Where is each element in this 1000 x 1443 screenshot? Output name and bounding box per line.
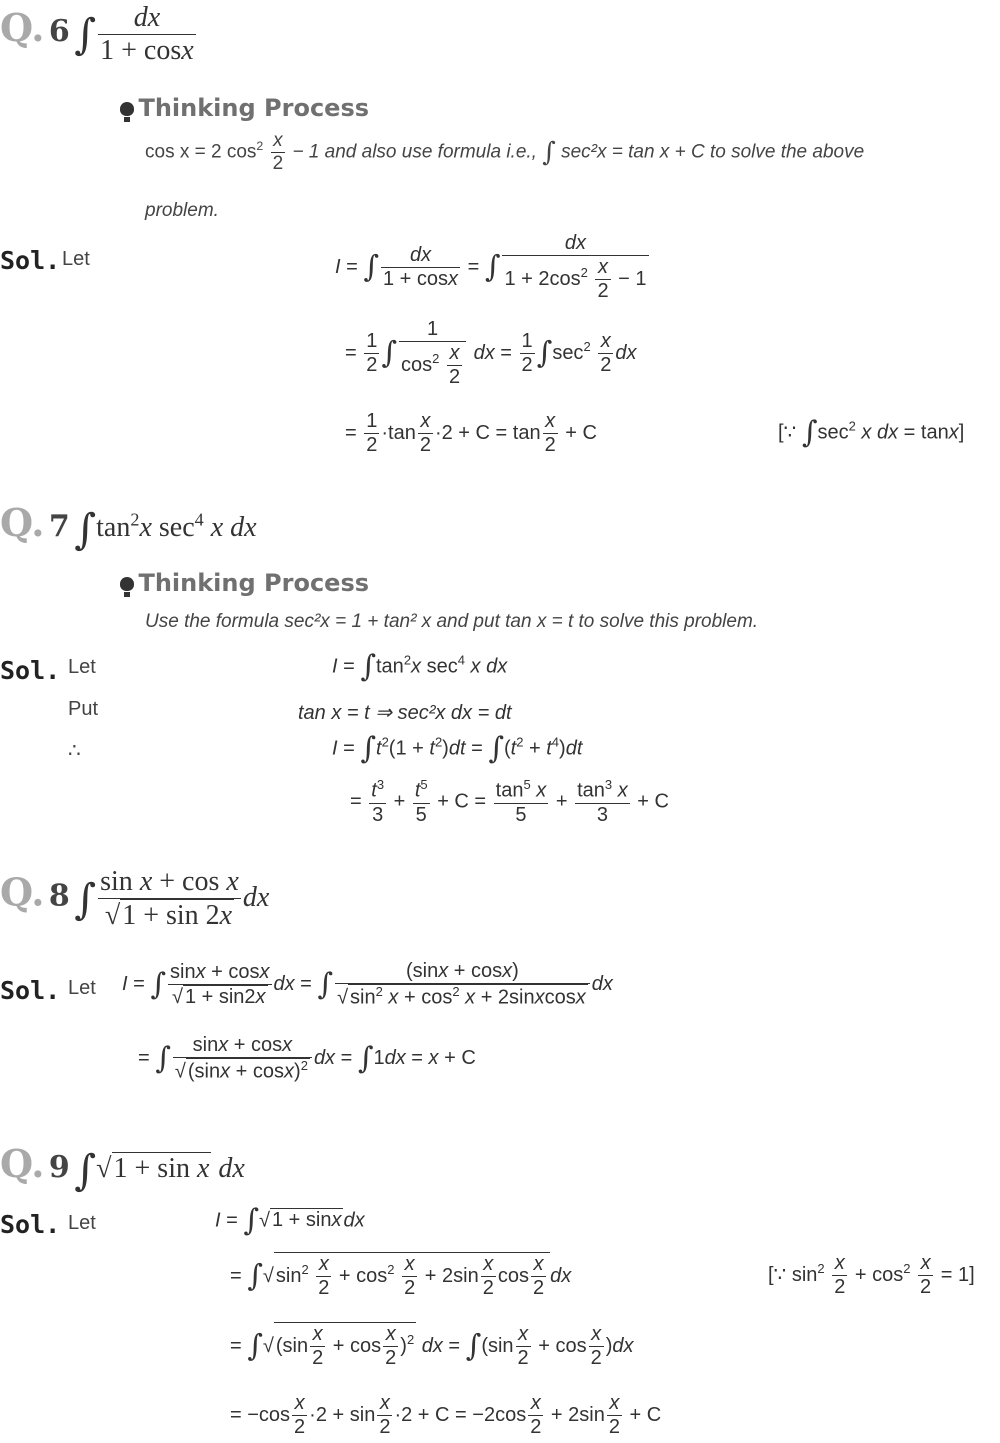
- thinking-process-line-1-post: sec²x = tan x + C to solve the above: [561, 141, 865, 163]
- q6-step-3: = $\frac{1}{2}$ ·tan $\frac{x}{2}$ ·2 + C = tan $\frac{x}{2}$ + C: [345, 410, 597, 456]
- q8-step-1: I = ∫ $\frac{\sin x + \cos x}{√ 1 + \sin 2x}$ dx = ∫ $\frac{(\sin x + \cos x)}{√ \sin^2 x + \cos^2 x + 2sinxcosx}$ dx: [122, 960, 613, 1009]
- q7-step-1: $I = \int\tan^2x$ $\sec^4 x$ dx: [332, 649, 508, 684]
- thinking-process-7-heading: [120, 569, 369, 597]
- therefore-symbol: ∴: [68, 740, 81, 762]
- q9-step-4: = −cos $\frac{x}{2}$ ·2 + sin $\frac{x}{2}$ ·2 + C = −2cos $\frac{x}{2}$ + 2sin $\frac{x}{2}$ + C: [230, 1392, 662, 1438]
- question-number: 9: [48, 1150, 70, 1185]
- q6-step-2: = $\frac{1}{2}$ ∫ 1 $\cos^2$ $\frac{x}{2}$ dx = $\frac{1}{2}$ $\int\sec^2$ $\frac{x}{2}$ dx: [345, 318, 637, 388]
- solution-label: Sol.: [0, 246, 61, 275]
- question-label: Q.: [0, 1141, 45, 1186]
- q9-step-1: I = ∫√ 1 + sinx dx: [215, 1203, 365, 1238]
- thinking-process-6-text: cos x = 2 $\cos^2$ $\frac{x}{2}$ − 1 and also use formula i.e., ∫ sec²x = tan x + C to solve the above: [145, 130, 865, 174]
- question-number: 8: [48, 878, 70, 914]
- thinking-process-line-1-pre: cos x = 2 cos: [145, 141, 257, 163]
- question-9-header: [0, 1141, 245, 1195]
- solution-label: Sol.: [0, 1210, 61, 1239]
- q6-formula-note: [∵ $\int\sec^2$ x dx = tanx]: [778, 415, 965, 450]
- solution-label: Sol.: [0, 656, 61, 685]
- put-label: Put: [68, 698, 99, 720]
- let-label: Let: [68, 1212, 96, 1234]
- q7-put-step: tan x = t ⇒ sec²x dx = dt: [298, 702, 512, 724]
- thinking-process-title: Thinking Process: [138, 569, 370, 597]
- thinking-process-6-text-line2: problem.: [145, 200, 219, 221]
- question-number: 7: [48, 509, 70, 544]
- question-9-expression: ∫√1 + sin x dx: [74, 1145, 245, 1195]
- q9-step-3: = ∫√ (sin $\frac{x}{2}$ + cos $\frac{x}{2}$ )$^2$ dx = ∫(sin $\frac{x}{2}$ + cos $\frac{x}{2}$ )dx: [230, 1323, 634, 1369]
- question-label: Q.: [0, 500, 45, 545]
- lightbulb-icon: [120, 102, 134, 116]
- question-8-header: [0, 866, 269, 932]
- thinking-process-line-1-mid: − 1 and also use formula i.e.,: [292, 141, 537, 163]
- solution-label: Sol.: [0, 976, 61, 1005]
- question-label: Q.: [0, 5, 45, 51]
- question-label: Q.: [0, 869, 45, 915]
- q7-step-2: $I = \int t^2(1 + t^2)dt = \int(t^2 + t^4)dt$: [332, 731, 583, 766]
- question-7-header: [0, 500, 257, 554]
- thinking-process-7-text: Use the formula sec²x = 1 + tan² x and put tan x = t to solve this problem.: [145, 611, 759, 632]
- lightbulb-icon: [120, 577, 134, 591]
- q9-step-2: = ∫√ $\sin^2$ $\frac{x}{2}$ + $\cos^2$ $\frac{x}{2}$ + 2sin $\frac{x}{2}$ cos $\frac{x}{2}$ dx: [230, 1253, 572, 1299]
- let-label: Let: [62, 248, 90, 270]
- q8-step-2: = ∫ $\frac{\sin x + \cos x}{√ (\sin x + \cos x)^2}$ dx = ∫1dx = x + C: [138, 1034, 476, 1083]
- q6-step-1: I = ∫ $\frac{dx}{1 + \cos x}$ = ∫ dx $1 + 2\cos^2$ $\frac{x}{2}$ − 1: [335, 232, 647, 302]
- let-label: Let: [68, 656, 96, 678]
- question-8-expression: ∫ $\frac{\text{sin x + cos x}}{√1 + \sin 2x}$ dx: [74, 866, 270, 932]
- q7-step-3: = $\frac{t^3}{3}$ + $\frac{t^5}{5}$ + C = $\frac{\tan^5 x}{5}$ + $\frac{\tan^3 x}{3}$ + C: [350, 777, 669, 826]
- let-label: Let: [68, 977, 96, 999]
- question-number: 6: [48, 14, 70, 50]
- question-6-header: [0, 2, 198, 67]
- question-6-expression: ∫ $\frac{dx}{1 + \cos x}$: [74, 2, 194, 67]
- q9-identity-note: [∵ $\sin^2$ $\frac{x}{2}$ + $\cos^2$ $\frac{x}{2}$ = 1]: [768, 1252, 975, 1298]
- thinking-process-title: Thinking Process: [138, 94, 370, 122]
- thinking-process-6-heading: [120, 94, 369, 122]
- question-7-expression: $\int\tan^2x$ $\sec^4 x$ dx: [74, 504, 257, 554]
